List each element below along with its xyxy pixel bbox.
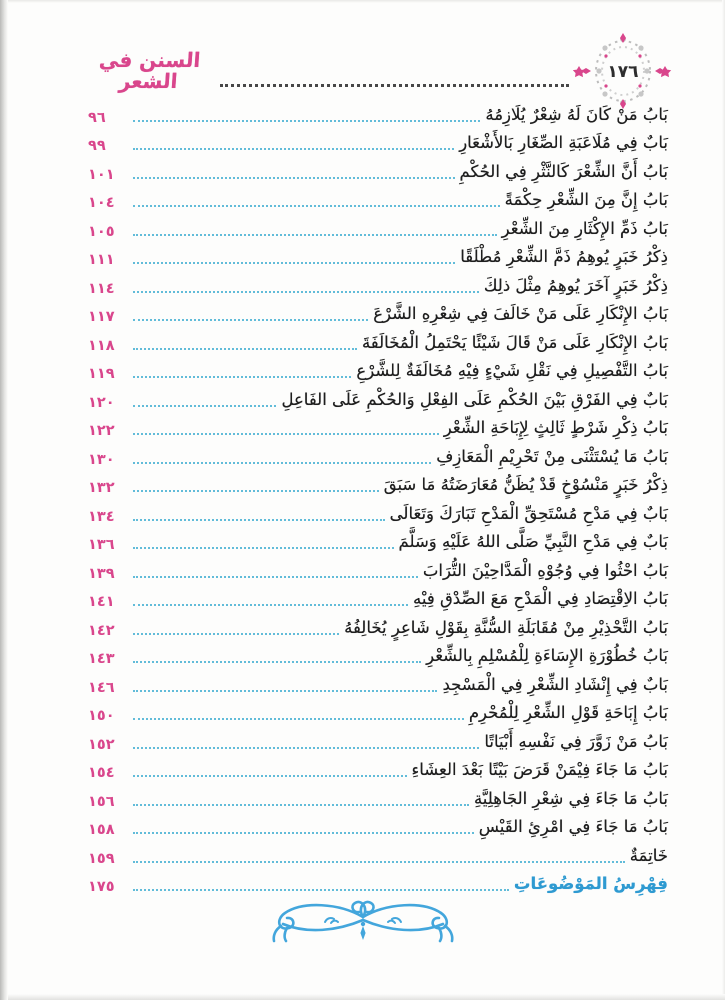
toc-entry (88, 498, 668, 527)
toc-dotted-leader (133, 690, 437, 692)
toc-entry-page: ١٤١ (88, 594, 115, 610)
toc-entry-page: ١٣٢ (88, 480, 115, 496)
toc-entry (88, 99, 668, 128)
header-dotted-rule (220, 84, 569, 87)
toc-entry-page: ١٤٣ (88, 651, 115, 667)
toc-entry-page: ١٠٥ (88, 223, 115, 240)
toc-entry-page: ١٥٢ (88, 736, 115, 753)
toc-list (88, 99, 668, 897)
toc-dotted-leader (133, 718, 464, 720)
toc-entry-page: ١٥٩ (88, 850, 115, 867)
toc-entry-page: ١٣٩ (88, 565, 115, 582)
toc-entry (88, 384, 668, 413)
toc-entry (88, 327, 668, 356)
toc-entry (88, 641, 668, 670)
toc-entry-page: ٩٦ (88, 109, 106, 126)
toc-dotted-leader (133, 291, 479, 293)
toc-entry (88, 840, 668, 869)
toc-entry (88, 441, 668, 470)
toc-entry-title: بَابُ مَنْ زَوَّرَ فِي نَفْسِهِ أَبْيَاتًا (484, 731, 668, 751)
toc-entry-title: بَابُ التَّحْذِيْرِ مِنْ مُقَابَلَةِ السُّنَّةِ بِقَوْلِ شَاعِرٍ يُخَالِفُهُ (344, 617, 668, 637)
toc-entry-title: بَابٌ فِي مَدْحِ مُسْتَحِقِّ الْمَدْحِ تَبَارَكَ وَتَعَالَى (389, 503, 668, 523)
toc-dotted-leader (133, 604, 408, 606)
page-edge-left (0, 0, 8, 1000)
toc-entry-title: بَابٌ فِي مَدْحِ النَّبِيِّ صَلَّى اللهُ عَلَيْهِ وَسَلَّمَ (398, 532, 668, 552)
toc-entry-title: بَابُ مَا جَاءَ فِيْمَنْ قَرَضَ بَيْتًا بَعْدَ العِشَاءِ (411, 760, 668, 780)
toc-dotted-leader (133, 775, 407, 777)
toc-entry-page: ١٠١ (88, 166, 115, 183)
toc-entry-page: ١٢٠ (88, 394, 115, 411)
toc-entry (88, 270, 668, 299)
page-edge-bottom (0, 994, 725, 1000)
toc-entry (88, 669, 668, 698)
book-title-calligraphy: السنن في الشعر (98, 48, 202, 93)
toc-dotted-leader (133, 576, 418, 578)
page-number-medallion (573, 33, 673, 109)
toc-entry-title: بَابٌ فِي الفَرْقِ بَيْنَ الحُكْمِ عَلَى الفِعْلِ وَالحُكْمِ عَلَى الفَاعِلِ (281, 389, 668, 409)
toc-entry (88, 299, 668, 328)
toc-entry-title: بَابُ ذِكْرِ شَرْطٍ ثَالِثٍ لِإِبَاحَةِ الشِّعْرِ (443, 418, 668, 438)
toc-entry-page: ٩٩ (88, 138, 106, 154)
toc-entry-page: ١٥٨ (88, 822, 115, 838)
toc-entry-page: ١٥٤ (88, 765, 115, 781)
toc-entry-page: ١٣٠ (88, 451, 115, 468)
toc-dotted-leader (133, 376, 351, 378)
toc-dotted-leader (133, 148, 454, 150)
toc-entry (88, 242, 668, 271)
toc-entry-page: ١١٩ (88, 366, 115, 382)
page-header (88, 36, 673, 106)
toc-entry-title: بَابُ إِنَّ مِنَ الشِّعْرِ حِكْمَةً (504, 190, 668, 210)
toc-entry-title: ذِكْرُ خَبَرٍ يُوهِمُ ذَمَّ الشِّعْرِ مُطْلَقًا (460, 247, 668, 267)
page-edge-top (0, 0, 725, 3)
toc-entry-title: ذِكْرُ خَبَرٍ مَنْسُوْخٍ قَدْ يُظَنُّ مُعَارَضَتُهُ مَا سَبَقَ (383, 475, 668, 495)
toc-entry-page: ١١٧ (88, 309, 115, 325)
toc-entry-title: بَابُ مَنْ كَانَ لَهُ شِعْرٌ يُلَازِمُهُ (485, 104, 668, 124)
toc-entry-title: بَابُ احْثُوا فِي وُجُوْهِ الْمَدَّاحِيْنَ التُّرَابَ (422, 560, 668, 580)
toc-entry (88, 726, 668, 755)
toc-entry-title: بَابُ خُطُوْرَةِ الإِسَاءَةِ لِلْمُسْلِمِ بِالشِّعْرِ (426, 646, 668, 666)
toc-dotted-leader (133, 405, 276, 407)
toc-entry-title: بَابُ مَا يُسْتَثْنَى مِنْ تَحْرِيْمِ الْمَعَازِفِ (436, 446, 668, 466)
toc-entry (88, 356, 668, 385)
toc-dotted-leader (133, 661, 421, 663)
toc-entry-title: خَاتِمَةٌ (629, 845, 668, 865)
toc-dotted-leader (133, 234, 497, 236)
toc-entry (88, 555, 668, 584)
toc-entry-title: بَابُ التَّفْصِيلِ فِي نَقْلِ شَيْءٍ فِيْهِ مُخَالَفَةٌ لِلشَّرْعِ (356, 361, 668, 381)
toc-entry-title: بَابُ ذَمِّ الإِكْثَارِ مِنَ الشِّعْرِ (501, 218, 668, 238)
toc-entry (88, 213, 668, 242)
toc-dotted-leader (133, 633, 339, 635)
toc-entry-title: فِهْرِسُ المَوْضُوعَاتِ (513, 874, 668, 894)
toc-entry-title: بَابُ الإِنْكَارِ عَلَى مَنْ قَالَ شَيْئًا يَحْتَمِلُ الْمُخَالَفَةَ (361, 332, 668, 352)
toc-entry-title: بَابُ مَا جَاءَ فِي امْرِئِ القَيْسِ (478, 817, 668, 837)
toc-dotted-leader (133, 804, 469, 806)
page-number: ١٧٦ (607, 62, 639, 82)
toc-entry-page: ١١٨ (88, 337, 115, 354)
toc-entry-title: بَابُ مَا جَاءَ فِي شِعْرِ الجَاهِلِيَّةِ (473, 788, 668, 808)
toc-entry-title: بَابُ أَنَّ الشِّعْرَ كَالنَّثْرِ فِي الحُكْمِ (459, 161, 668, 181)
toc-entry (88, 612, 668, 641)
toc-entry-page: ١٣٦ (88, 537, 115, 553)
toc-entry (88, 527, 668, 556)
toc-dotted-leader (133, 861, 625, 863)
toc-entry-page: ١٧٥ (88, 879, 115, 895)
toc-entry-title: بَابُ الاِقْتِصَادِ فِي الْمَدْحِ مَعَ الصِّدْقِ فِيْهِ (413, 589, 668, 609)
toc-entry (88, 185, 668, 214)
toc-entry-title: بَابُ الإِنْكَارِ عَلَى مَنْ خَالَفَ فِي شِعْرِهِ الشَّرْعَ (373, 304, 668, 324)
toc-entry (88, 812, 668, 841)
toc-entry (88, 413, 668, 442)
toc-entry-page: ١١٤ (88, 280, 115, 297)
toc-entry-page: ١٣٤ (88, 508, 115, 525)
toc-dotted-leader (133, 490, 379, 492)
toc-entry-title: ذِكْرُ خَبَرٍ آخَرَ يُوهِمُ مِثْلَ ذلِكَ (483, 275, 668, 295)
toc-dotted-leader (133, 462, 431, 464)
toc-entry (88, 470, 668, 499)
toc-dotted-leader (133, 205, 500, 207)
toc-entry (88, 584, 668, 613)
toc-entry-page: ١٠٤ (88, 195, 115, 211)
toc-entry (88, 128, 668, 157)
toc-entry (88, 698, 668, 727)
toc-entry (88, 755, 668, 784)
footer-flourish (0, 893, 725, 955)
toc-entry-page: ١٢٢ (88, 423, 115, 439)
toc-entry-title: بَابٌ فِي إِنْشَادِ الشِّعْرِ فِي الْمَسْجِدِ (442, 674, 668, 694)
toc-dotted-leader (133, 348, 357, 350)
toc-dotted-leader (133, 319, 368, 321)
toc-dotted-leader (133, 889, 509, 891)
toc-dotted-leader (133, 177, 455, 179)
toc-entry-page: ١٥٠ (88, 708, 115, 724)
swirl-divider-icon (263, 893, 463, 955)
toc-entry-title: بَابُ إِبَاحَةِ قَوْلِ الشِّعْرِ لِلْمُحْرِمِ (468, 703, 668, 723)
toc-entry-page: ١٤٢ (88, 622, 115, 639)
toc-dotted-leader (133, 547, 394, 549)
toc-entry-title: بَابٌ فِي مُلَاعَبَةِ الصِّغَارِ بَالأَشْعَارِ (459, 133, 668, 153)
toc-dotted-leader (133, 519, 385, 521)
toc-dotted-leader (133, 433, 439, 435)
toc-entry-page: ١٤٦ (88, 679, 115, 696)
toc-entry-page: ١١١ (88, 252, 115, 268)
toc-entry-page: ١٥٦ (88, 793, 115, 810)
toc-dotted-leader (133, 832, 474, 834)
toc-dotted-leader (133, 262, 455, 264)
toc-entry (88, 783, 668, 812)
toc-entry (88, 156, 668, 185)
toc-dotted-leader (133, 747, 479, 749)
toc-dotted-leader (133, 120, 480, 122)
